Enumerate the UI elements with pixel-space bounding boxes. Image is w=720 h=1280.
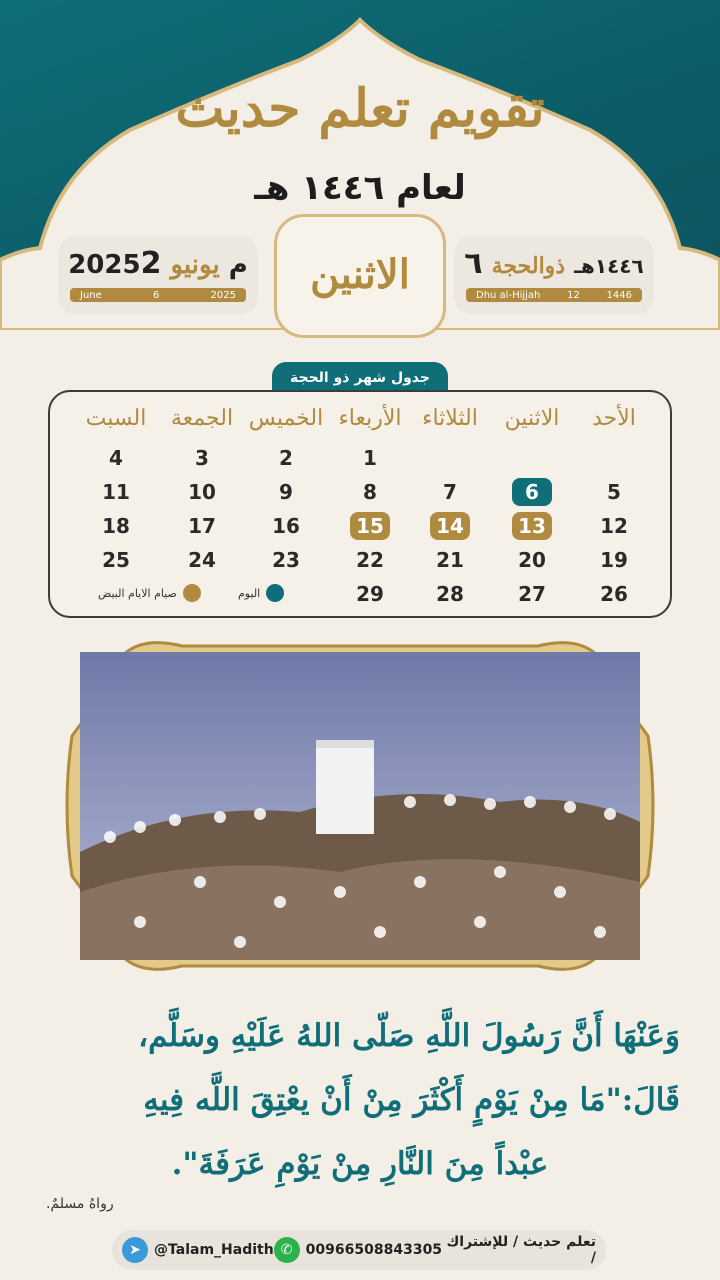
photo-illustration: [80, 652, 640, 960]
telegram-link[interactable]: [122, 1237, 274, 1263]
gregorian-strip-year: 2025: [210, 289, 236, 301]
calendar-day: 18: [102, 514, 130, 538]
calendar-day: 20: [518, 548, 546, 572]
gregorian-day: 2: [140, 246, 162, 281]
hadith-line-1: وَعَنْهَا أَنَّ رَسُولَ اللَّهِ صَلّى اللهُ عَلَيْهِ وسَلَّم،: [138, 1018, 680, 1054]
hijri-strip-month: Dhu al-Hijjah: [476, 289, 541, 301]
calendar-day: 14: [430, 512, 470, 540]
calendar-day: 23: [272, 548, 300, 572]
calendar-day: 10: [188, 480, 216, 504]
calendar-day: 7: [443, 480, 457, 504]
gregorian-month: يونيو: [170, 250, 220, 280]
calendar-day: 29: [356, 582, 384, 606]
gold-dot-icon: [183, 584, 201, 602]
calendar-header: الخميس: [248, 406, 324, 431]
hijri-day: ٦: [464, 246, 483, 281]
year-subtitle: لعام ١٤٤٦ هـ: [254, 168, 466, 208]
calendar-day: 3: [195, 446, 209, 470]
footer-bar: [112, 1230, 606, 1270]
hijri-month: ذوالحجة: [491, 253, 566, 279]
legend-today: [238, 584, 284, 602]
calendar-header: الاثنين: [504, 406, 560, 431]
teal-dot-icon: [266, 584, 284, 602]
month-calendar: [48, 390, 672, 618]
calendar-day: 8: [363, 480, 377, 504]
narrator: رواهُ مسلمٌ.: [46, 1196, 114, 1212]
whatsapp-phone: 00966508843305: [305, 1242, 443, 1258]
hadith-line-3: عبْداً مِنَ النَّارِ مِنْ يَوْمِ عَرَفَةَ".: [171, 1146, 549, 1182]
calendar-day: 4: [109, 446, 123, 470]
calendar-day: 28: [436, 582, 464, 606]
hijri-year: ١٤٤٦هـ: [574, 254, 644, 278]
legend-today-label: اليوم: [238, 586, 261, 600]
hadith-line-2: قَالَ:"مَا مِنْ يَوْمٍ أَكْثَرَ مِنْ أَنْ يعْتِقَ اللَّه فِيهِ: [143, 1082, 680, 1118]
calendar-header: الجمعة: [170, 406, 234, 431]
calendar-title: تقويم تعلم حديث: [175, 78, 545, 139]
hijri-strip-day: 12: [567, 289, 580, 301]
gregorian-strip-month: June: [80, 289, 102, 301]
calendar-day: 6: [512, 478, 552, 506]
calendar-day: 25: [102, 548, 130, 572]
gregorian-year: 2025م: [68, 250, 248, 280]
calendar-day: 22: [356, 548, 384, 572]
legend-white-days: [98, 584, 201, 602]
calendar-day: 24: [188, 548, 216, 572]
calendar-header: السبت: [85, 406, 147, 431]
gregorian-strip-day: 6: [152, 289, 160, 301]
calendar-day: 5: [607, 480, 621, 504]
calendar-day: 1: [363, 446, 377, 470]
calendar-day: 16: [272, 514, 300, 538]
hijri-date-card: [454, 236, 654, 314]
calendar-day: 27: [518, 582, 546, 606]
hijri-strip: [466, 288, 642, 302]
calendar-tab: جدول شهر ذو الحجة: [272, 362, 448, 394]
calendar-day: 19: [600, 548, 628, 572]
hijri-strip-year: 1446: [606, 289, 632, 301]
calendar-day: 2: [279, 446, 293, 470]
calendar-header: الأربعاء: [338, 406, 402, 431]
calendar-day: 15: [350, 512, 390, 540]
calendar-day: 17: [188, 514, 216, 538]
mount-arafat-photo: [80, 652, 640, 960]
calendar-day: 21: [436, 548, 464, 572]
weekday-badge: [274, 214, 446, 338]
calendar-day: 13: [512, 512, 552, 540]
whatsapp-icon: ✆: [274, 1237, 300, 1263]
subscribe-label: تعلم حديث / للإشتراك /: [446, 1234, 596, 1266]
calendar-header: الثلاثاء: [422, 406, 478, 431]
gregorian-date-card: [58, 236, 258, 314]
telegram-handle: @Talam_Hadith: [154, 1242, 274, 1258]
whatsapp-link[interactable]: [274, 1237, 442, 1263]
calendar-day: 9: [279, 480, 293, 504]
gregorian-strip: [70, 288, 246, 302]
calendar-day: 12: [600, 514, 628, 538]
calendar-day: 11: [102, 480, 130, 504]
calendar-day: 26: [600, 582, 628, 606]
calendar-header: الأحد: [592, 406, 636, 431]
telegram-icon: ➤: [122, 1237, 148, 1263]
weekday-label: الاثنين: [310, 251, 410, 298]
legend-white-label: صيام الايام البيض: [98, 586, 177, 600]
